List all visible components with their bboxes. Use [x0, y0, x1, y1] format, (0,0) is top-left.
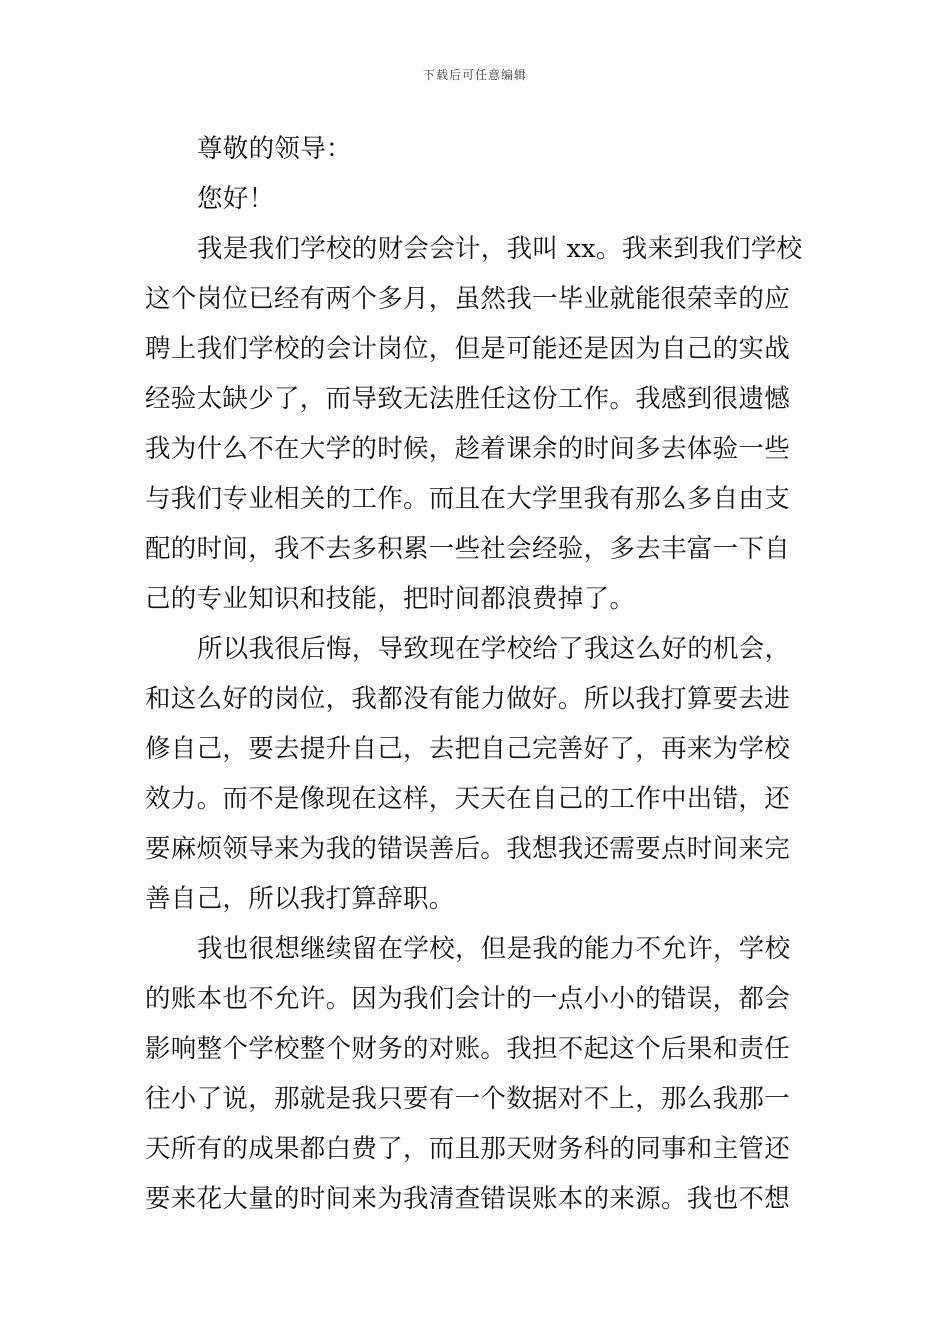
paragraph-line: 往小了说，那就是我只要有一个数据对不上，那么我那一: [145, 1084, 791, 1114]
header-note: 下载后可任意编辑: [422, 68, 527, 82]
paragraph-line: 己的专业知识和技能，把时间都浪费掉了。: [145, 584, 636, 614]
paragraph-line: 聘上我们学校的会计岗位，但是可能还是因为自己的实战: [145, 334, 791, 364]
paragraph-line: 配的时间，我不去多积累一些社会经验，多去丰富一下自: [145, 534, 791, 564]
paragraph-line: 所以我很后悔，导致现在学校给了我这么好的机会，: [197, 634, 791, 664]
paragraph-line: 我是我们学校的财会会计，我叫 xx。我来到我们学校: [197, 234, 803, 264]
paragraph-line: 天所有的成果都白费了，而且那天财务科的同事和主管还: [145, 1134, 791, 1164]
paragraph-line: 与我们专业相关的工作。而且在大学里我有那么多自由支: [145, 484, 791, 514]
paragraph-line: 效力。而不是像现在这样，天天在自己的工作中出错，还: [145, 784, 791, 814]
paragraph-1: [145, 224, 810, 624]
paragraph-line: 修自己，要去提升自己，去把自己完善好了，再来为学校: [145, 734, 791, 764]
paragraph-line: 的账本也不允许。因为我们会计的一点小小的错误，都会: [145, 984, 791, 1014]
paragraph-3: [145, 924, 810, 1224]
paragraph-line: 善自己，所以我打算辞职。: [145, 884, 455, 914]
paragraph-line: 经验太缺少了，而导致无法胜任这份工作。我感到很遗憾: [145, 384, 791, 414]
paragraph-line: 要麻烦领导来为我的错误善后。我想我还需要点时间来完: [145, 834, 791, 864]
greeting: 您好！: [197, 184, 275, 214]
letter-body: [145, 124, 810, 1224]
paragraph-line: 影响整个学校整个财务的对账。我担不起这个后果和责任: [145, 1034, 791, 1064]
paragraph-line: 我也很想继续留在学校，但是我的能力不允许，学校: [197, 934, 791, 964]
paragraph-line: 和这么好的岗位，我都没有能力做好。所以我打算要去进: [145, 684, 791, 714]
paragraph-line: 要来花大量的时间来为我清查错误账本的来源。我也不想: [145, 1184, 791, 1214]
paragraph-line: 这个岗位已经有两个多月，虽然我一毕业就能很荣幸的应: [145, 284, 791, 314]
paragraph-line: 我为什么不在大学的时候，趁着课余的时间多去体验一些: [145, 434, 791, 464]
salutation: 尊敬的领导：: [197, 134, 352, 164]
paragraph-2: [145, 624, 810, 924]
